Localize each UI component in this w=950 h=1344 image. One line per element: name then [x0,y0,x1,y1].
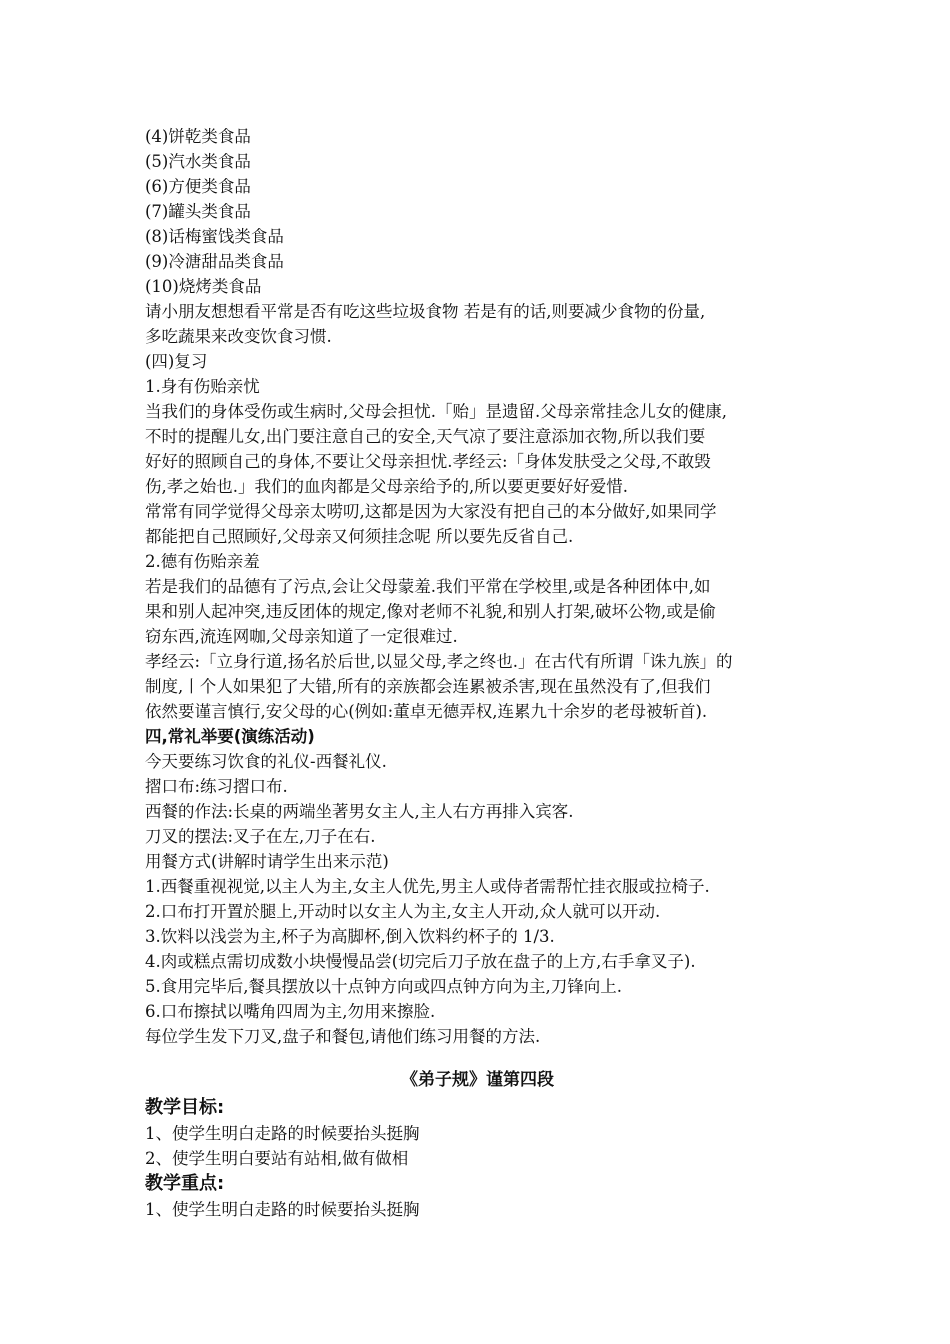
paragraph-line: 伤,孝之始也.」我们的血肉都是父母亲给予的,所以要更要好好爱惜. [145,477,628,496]
paragraph-line: 常常有同学觉得父母亲太唠叨,这都是因为大家没有把自己的本分做好,如果同学 [145,502,717,521]
food-list-item: (9)冷溏甜品类食品 [145,252,284,271]
paragraph-line: 制度,丨个人如果犯了大错,所有的亲族都会连累被杀害,现在虽然没有了,但我们 [145,677,711,696]
objectives-list [145,1121,810,1171]
etiquette-line: 今天要练习饮食的礼仪-西餐礼仪. [145,752,387,771]
food-list-item: (8)话梅蜜饯类食品 [145,227,284,246]
paragraph-line: 请小朋友想想看平常是否有吃这些垃圾食物 若是有的话,则要减少食物的份量, [145,302,706,321]
paragraph-line: 不时的提醒儿女,出门要注意自己的安全,天气凉了要注意添加衣物,所以我们要 [145,427,706,446]
etiquette-line: 西餐的作法:长桌的两端坐著男女主人,主人右方再排入宾客. [145,802,574,821]
etiquette-line: 2.口布打开置於腿上,开动时以女主人为主,女主人开动,众人就可以开动. [145,902,661,921]
keypoints-heading: 教学重点: [145,1173,225,1194]
keypoint-item: 1、使学生明白走路的时候要抬头挺胸 [145,1200,420,1219]
etiquette-line: 1.西餐重视视觉,以主人为主,女主人优先,男主人或侍者需帮忙挂衣服或拉椅子. [145,877,710,896]
keypoints-list [145,1197,810,1222]
etiquette-line: 4.肉或糕点需切成数小块慢慢品尝(切完后刀子放在盘子的上方,右手拿叉子). [145,952,696,971]
paragraph-line: 果和别人起冲突,违反团体的规定,像对老师不礼貌,和别人打架,破坏公物,或是偷 [145,602,716,621]
paragraph-line: 依然要谨言慎行,安父母的心(例如:董卓无德弄权,连累九十余岁的老母被斩首). [145,702,708,721]
objective-item: 2、使学生明白要站有站相,做有做相 [145,1149,409,1168]
paragraph-line: 若是我们的品德有了污点,会让父母蒙羞.我们平常在学校里,或是各种团体中,如 [145,577,711,596]
etiquette-line: 摺口布:练习摺口布. [145,777,288,796]
paragraph-line: 当我们的身体受伤或生病时,父母会担忧.「贻」昰遗留.父母亲常挂念儿女的健康, [145,402,727,421]
paragraph-line: 好好的照顾自己的身体,不要让父母亲担忧.孝经云:「身体发肤受之父母,不敢毁 [145,452,711,471]
lesson-title: 《弟子规》谨第四段 [401,1070,554,1090]
review-1-title: 1.身有伤贻亲忧 [145,377,260,396]
document-page [145,124,810,1222]
food-list-item: (10)烧烤类食品 [145,277,262,296]
etiquette-line: 3.饮料以浅尝为主,杯子为高脚杯,倒入饮料约杯子的 1/3. [145,927,555,946]
etiquette-line: 用餐方式(讲解时请学生出来示范) [145,852,389,871]
food-advice-paragraph [145,299,810,349]
etiquette-list [145,749,810,1049]
review-1-paragraph-1 [145,399,810,499]
review-2-paragraph-1 [145,574,810,649]
review-heading: (四)复习 [145,352,208,371]
etiquette-line: 6.口布擦拭以嘴角四周为主,勿用来擦脸. [145,1002,436,1021]
review-2-paragraph-2 [145,649,810,724]
food-list [145,124,810,299]
paragraph-line: 多吃蔬果来改变饮食习惯. [145,327,332,346]
food-list-item: (6)方便类食品 [145,177,251,196]
objective-item: 1、使学生明白走路的时候要抬头挺胸 [145,1124,420,1143]
etiquette-line: 每位学生发下刀叉,盘子和餐包,请他们练习用餐的方法. [145,1027,541,1046]
etiquette-line: 5.食用完毕后,餐具摆放以十点钟方向或四点钟方向为主,刀锋向上. [145,977,622,996]
paragraph-line: 孝经云:「立身行道,扬名於后世,以显父母,孝之终也.」在古代有所谓「诛九族」的 [145,652,733,671]
food-list-item: (7)罐头类食品 [145,202,251,221]
objectives-heading: 教学目标: [145,1097,225,1118]
food-list-item: (4)饼乾类食品 [145,127,251,146]
etiquette-line: 刀叉的摆法:叉子在左,刀子在右. [145,827,376,846]
paragraph-line: 窃东西,流连网咖,父母亲知道了一定很难过. [145,627,458,646]
section-4-heading: 四,常礼举要(演练活动) [145,727,315,746]
paragraph-line: 都能把自己照顾好,父母亲又何须挂念呢 所以要先反省自己. [145,527,574,546]
review-2-title: 2.德有伤贻亲羞 [145,552,260,571]
review-1-paragraph-2 [145,499,810,549]
food-list-item: (5)汽水类食品 [145,152,251,171]
